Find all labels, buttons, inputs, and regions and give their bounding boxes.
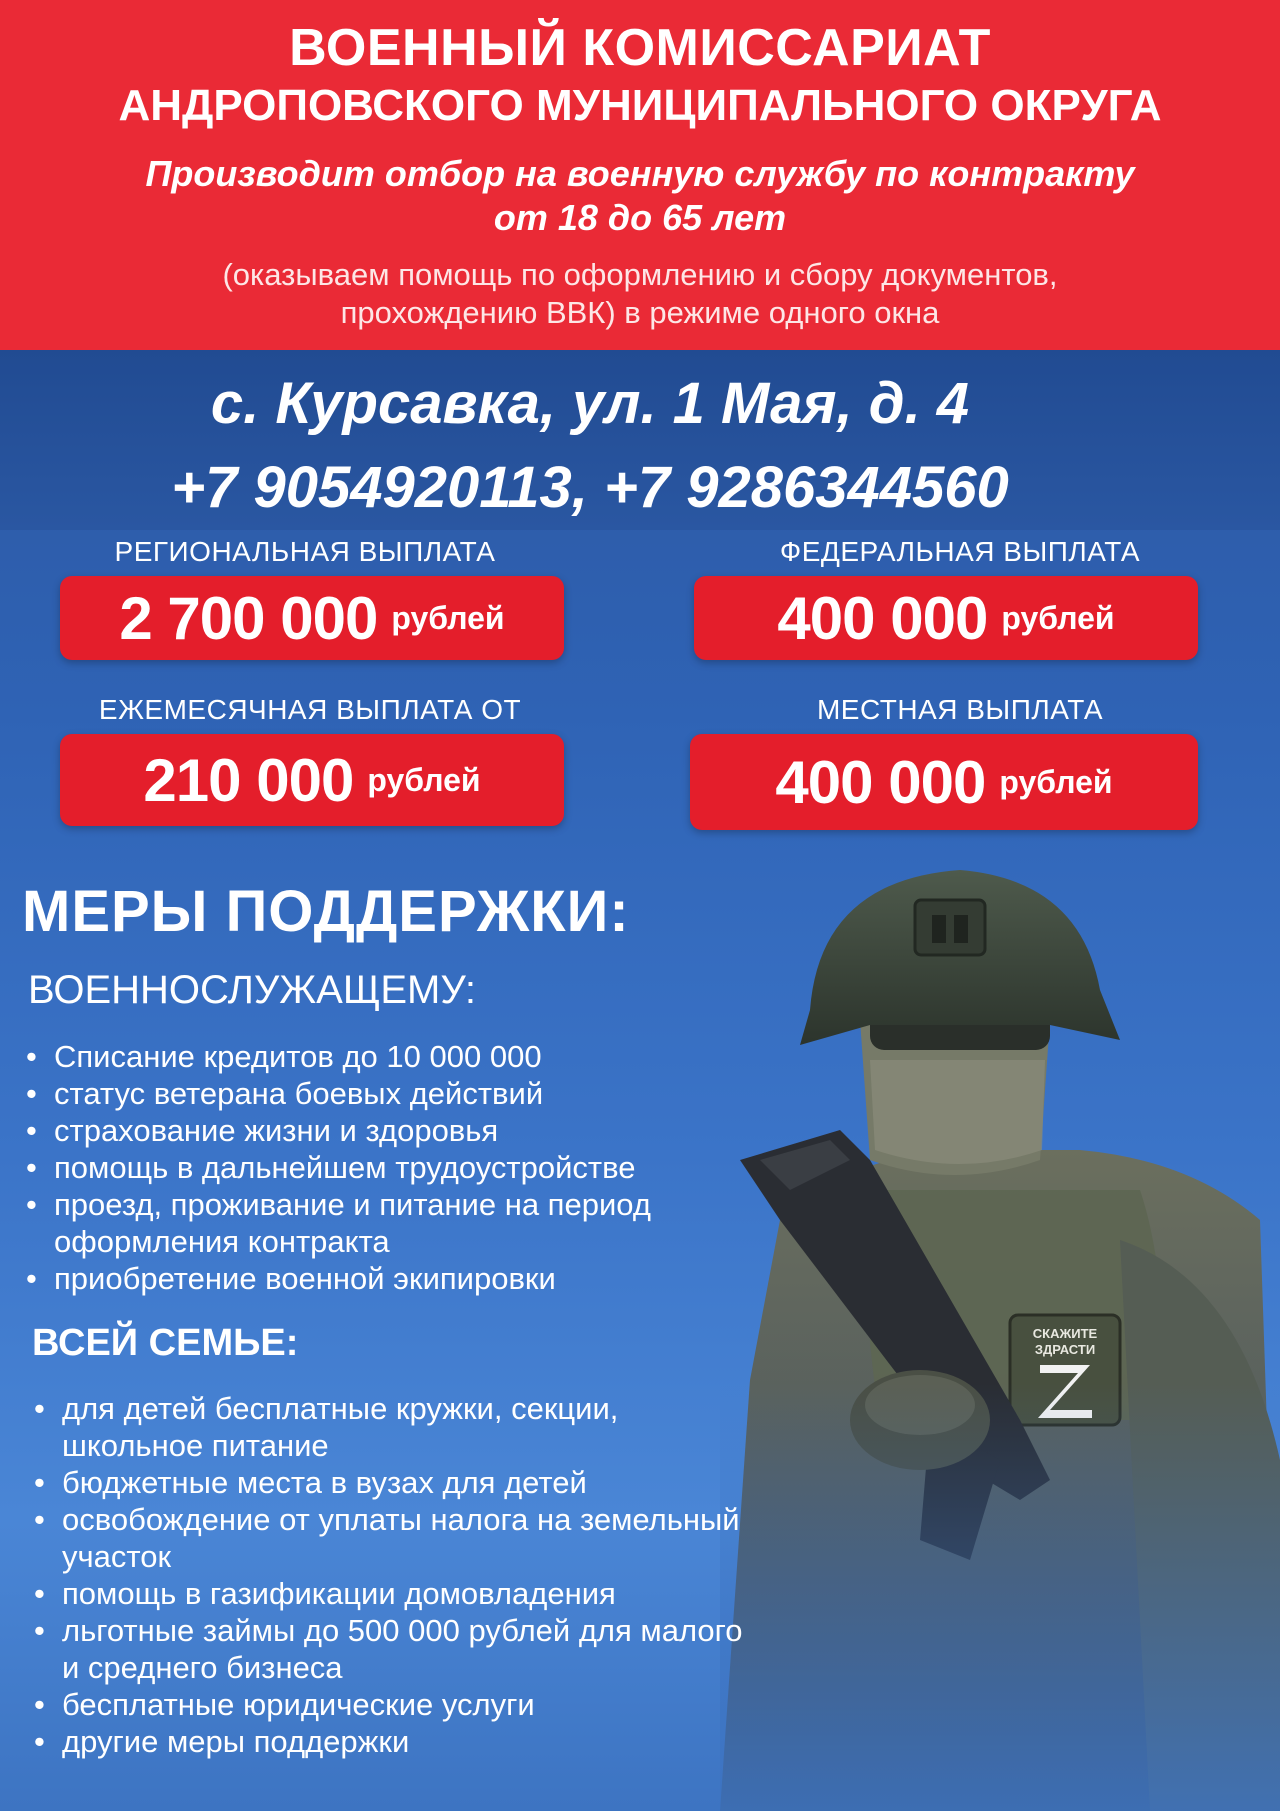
payment-label-federal: ФЕДЕРАЛЬНАЯ ВЫПЛАТА bbox=[779, 536, 1141, 567]
phone-numbers: +7 9054920113, +7 9286344560 bbox=[171, 455, 1009, 520]
family-benefits-list bbox=[28, 1390, 748, 1760]
note-line1: (оказываем помощь по оформлению и сбору документов, bbox=[222, 257, 1058, 292]
address: с. Курсавка, ул. 1 Мая, д. 4 bbox=[210, 371, 970, 436]
support-title: МЕРЫ ПОДДЕРЖКИ: bbox=[22, 879, 630, 944]
payment-box-monthly bbox=[60, 734, 564, 826]
payment-box-federal bbox=[694, 576, 1198, 660]
note-line2: прохождению ВВК) в режиме одного окна bbox=[340, 295, 940, 330]
payment-unit-monthly: рублей bbox=[367, 761, 481, 798]
family-benefit-item: • помощь в газификации домовладения bbox=[28, 1575, 748, 1612]
serviceman-benefit-item: • помощь в дальнейшем трудоустройстве bbox=[20, 1149, 780, 1186]
soldier-illustration bbox=[720, 860, 1280, 1811]
family-benefit-item: • освобождение от уплаты налога на земельный участок bbox=[28, 1501, 748, 1575]
payment-box-regional bbox=[60, 576, 564, 660]
payment-amount-regional: 2 700 000 bbox=[119, 584, 378, 652]
subtitle-line1: Производит отбор на военную службу по контракту bbox=[145, 153, 1135, 194]
title-line2: АНДРОПОВСКОГО МУНИЦИПАЛЬНОГО ОКРУГА bbox=[118, 81, 1162, 130]
payment-unit-regional: рублей bbox=[391, 599, 505, 636]
payment-amount-local: 400 000 bbox=[775, 748, 986, 816]
serviceman-benefits-list bbox=[20, 1038, 780, 1297]
header-banner bbox=[0, 0, 1280, 350]
family-title: ВСЕЙ СЕМЬЕ: bbox=[32, 1322, 299, 1364]
serviceman-benefit-item: • приобретение военной экипировки bbox=[20, 1260, 780, 1297]
serviceman-benefit-item: • статус ветерана боевых действий bbox=[20, 1075, 780, 1112]
payment-unit-local: рублей bbox=[999, 763, 1113, 800]
payment-label-regional: РЕГИОНАЛЬНАЯ ВЫПЛАТА bbox=[114, 536, 496, 567]
serviceman-benefit-item: • Списание кредитов до 10 000 000 bbox=[20, 1038, 780, 1075]
family-benefit-item: • льготные займы до 500 000 рублей для малого и среднего бизнеса bbox=[28, 1612, 748, 1686]
payment-amount-federal: 400 000 bbox=[777, 584, 988, 652]
family-benefit-item: • бюджетные места в вузах для детей bbox=[28, 1464, 748, 1501]
payment-unit-federal: рублей bbox=[1001, 599, 1115, 636]
payment-amount-monthly: 210 000 bbox=[143, 746, 354, 814]
serviceman-title: ВОЕННОСЛУЖАЩЕМУ: bbox=[28, 968, 477, 1012]
payment-box-local bbox=[690, 734, 1198, 830]
family-benefit-item: • для детей бесплатные кружки, секции, школьное питание bbox=[28, 1390, 748, 1464]
family-benefit-item: • бесплатные юридические услуги bbox=[28, 1686, 748, 1723]
subtitle-line2: от 18 до 65 лет bbox=[493, 197, 787, 238]
title-line1: ВОЕННЫЙ КОМИССАРИАТ bbox=[289, 19, 991, 77]
serviceman-benefit-item: • страхование жизни и здоровья bbox=[20, 1112, 780, 1149]
serviceman-benefit-item: • проезд, проживание и питание на период оформления контракта bbox=[20, 1186, 780, 1260]
payment-label-monthly: ЕЖЕМЕСЯЧНАЯ ВЫПЛАТА ОТ bbox=[98, 694, 522, 725]
family-benefit-item: • другие меры поддержки bbox=[28, 1723, 748, 1760]
payment-label-local: МЕСТНАЯ ВЫПЛАТА bbox=[816, 694, 1104, 725]
